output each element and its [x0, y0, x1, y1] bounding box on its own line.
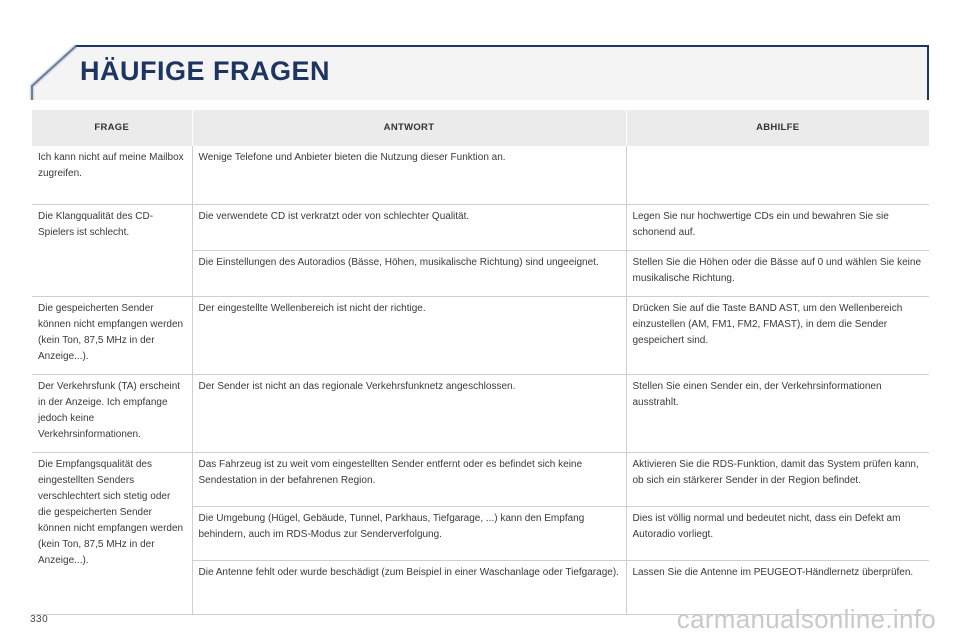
table-row	[32, 204, 929, 250]
question-cell: Die Klangqualität des CD-Spielers ist schlecht.	[32, 204, 192, 296]
question-cell: Ich kann nicht auf meine Mailbox zugreifen.	[32, 146, 192, 204]
table-row	[32, 296, 929, 374]
question-cell: Der Verkehrsfunk (TA) erscheint in der Anzeige. Ich empfange jedoch keine Verkehrsinformationen.	[32, 374, 192, 452]
answer-cell: Die Umgebung (Hügel, Gebäude, Tunnel, Parkhaus, Tiefgarage, ...) kann den Empfang behindern, auch im RDS-Modus zur Senderverfolgung.	[192, 506, 626, 560]
header-frage: FRAGE	[32, 110, 192, 146]
remedy-cell: Aktivieren Sie die RDS-Funktion, damit das System prüfen kann, ob sich ein stärkerer Sender in der Region befindet.	[626, 452, 929, 506]
page-number: 330	[30, 614, 49, 625]
answer-cell: Die verwendete CD ist verkratzt oder von schlechter Qualität.	[192, 204, 626, 250]
header-antwort: ANTWORT	[192, 110, 626, 146]
question-cell: Die Empfangsqualität des eingestellten Senders verschlechtert sich stetig oder die gespeicherten Sender können nicht empfangen werden (kein Ton, 87,5 MHz in der Anzeige...).	[32, 452, 192, 614]
watermark: carmanualsonline.info	[676, 604, 936, 634]
answer-cell: Das Fahrzeug ist zu weit vom eingestellten Sender entfernt oder es befindet sich keine Sendestation in der befahrenen Region.	[192, 452, 626, 506]
answer-cell: Der eingestellte Wellenbereich ist nicht der richtige.	[192, 296, 626, 374]
table-row	[32, 146, 929, 204]
remedy-cell: Stellen Sie die Höhen oder die Bässe auf 0 und wählen Sie keine musikalische Richtung.	[626, 250, 929, 296]
remedy-cell: Stellen Sie einen Sender ein, der Verkehrsinformationen ausstrahlt.	[626, 374, 929, 452]
answer-cell: Wenige Telefone und Anbieter bieten die Nutzung dieser Funktion an.	[192, 146, 626, 204]
remedy-cell: Legen Sie nur hochwertige CDs ein und bewahren Sie sie schonend auf.	[626, 204, 929, 250]
faq-table	[32, 110, 929, 615]
question-cell: Die gespeicherten Sender können nicht empfangen werden (kein Ton, 87,5 MHz in der Anzeige...).	[32, 296, 192, 374]
remedy-cell: Lassen Sie die Antenne im PEUGEOT-Händlernetz überprüfen.	[626, 560, 929, 614]
remedy-cell: Dies ist völlig normal und bedeutet nicht, dass ein Defekt am Autoradio vorliegt.	[626, 506, 929, 560]
header-abhilfe: ABHILFE	[626, 110, 929, 146]
header-decoration	[0, 0, 960, 110]
table-row	[32, 374, 929, 452]
answer-cell: Der Sender ist nicht an das regionale Verkehrsfunknetz angeschlossen.	[192, 374, 626, 452]
answer-cell: Die Einstellungen des Autoradios (Bässe, Höhen, musikalische Richtung) sind ungeeignet.	[192, 250, 626, 296]
remedy-cell: Drücken Sie auf die Taste BAND AST, um den Wellenbereich einzustellen (AM, FM1, FM2, FMAST), in dem die Sender gespeichert sind.	[626, 296, 929, 374]
table-row	[32, 452, 929, 506]
answer-cell: Die Antenne fehlt oder wurde beschädigt (zum Beispiel in einer Waschanlage oder Tiefgarage).	[192, 560, 626, 614]
table-header-row	[32, 110, 929, 146]
remedy-cell	[626, 146, 929, 204]
page-title: HÄUFIGE FRAGEN	[80, 56, 330, 86]
